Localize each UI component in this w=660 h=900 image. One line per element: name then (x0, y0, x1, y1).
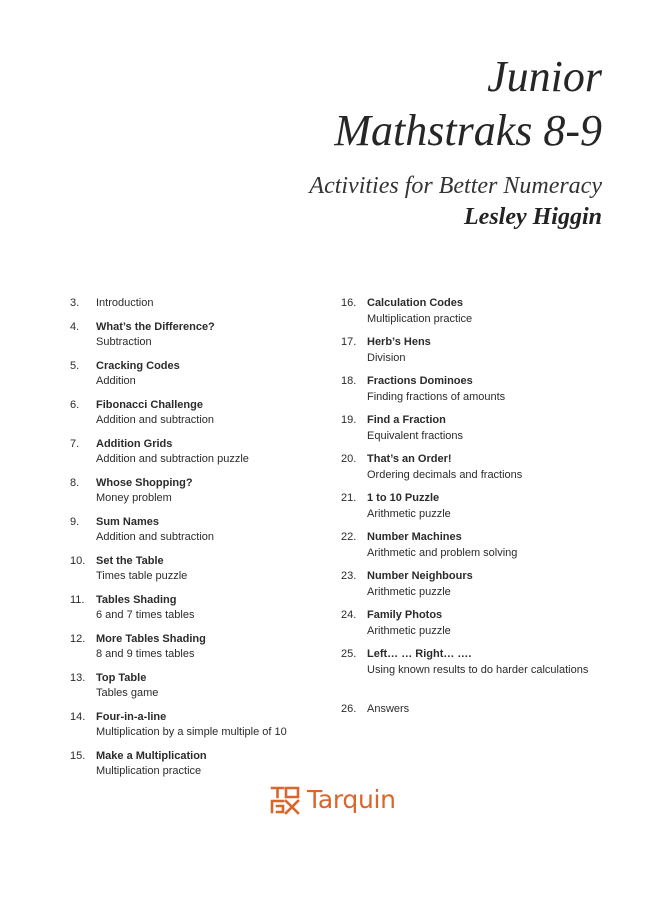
book-author: Lesley Higgin (464, 204, 602, 230)
entry-description: Multiplication by a simple multiple of 10 (96, 726, 287, 738)
entry-title: Find a Fraction (367, 414, 446, 426)
entry-page-number: 16. (341, 297, 357, 309)
book-title-line2: Mathstraks 8-9 (334, 106, 602, 155)
entry-title: Left… … Right… …. (367, 648, 472, 660)
entry-page-number: 23. (341, 570, 357, 582)
entry-description: Ordering decimals and fractions (367, 468, 523, 481)
entry-title: Family Photos (367, 609, 443, 621)
entry-description: Arithmetic and problem solving (367, 546, 518, 559)
entry-text (367, 491, 616, 522)
entry-description: Using known results to do harder calculations (367, 663, 589, 676)
entry-description: Division (367, 351, 406, 364)
entry-title: Top Table (96, 671, 147, 684)
contents-entry (70, 476, 335, 507)
entry-text (367, 647, 616, 678)
contents-entry (341, 413, 616, 444)
contents-entry (70, 671, 335, 702)
entry-text (367, 452, 616, 483)
entry-page-number: 20. (341, 453, 357, 465)
entry-title: Set the Table (96, 554, 164, 567)
entry-page-number: 12. (70, 632, 86, 645)
entry-description: Multiplication practice (96, 765, 202, 777)
entry-text (367, 335, 616, 366)
entry-page-number: 24. (341, 609, 357, 621)
entry-text (96, 671, 335, 702)
entry-description: Arithmetic puzzle (367, 585, 451, 598)
entry-description: Tables game (96, 687, 159, 699)
entry-title: Addition Grids (96, 437, 173, 450)
entry-description: Money problem (96, 492, 172, 504)
entry-description: Addition and subtraction (96, 531, 215, 543)
entry-page-number: 11. (70, 593, 85, 606)
publisher-name: Tarquin (307, 784, 396, 814)
entry-page-number: 4. (70, 320, 80, 333)
contents-entry (341, 296, 616, 327)
entry-description: Arithmetic puzzle (367, 624, 451, 637)
entry-title: Tables Shading (96, 593, 177, 606)
entry-title: Four-in-a-line (96, 710, 167, 723)
entry-text (367, 530, 616, 561)
entry-text (96, 476, 335, 507)
book-title-line1: Junior (487, 52, 602, 101)
entry-description: Arithmetic puzzle (367, 507, 451, 520)
contents-entry (70, 749, 335, 780)
entry-page-number: 3. (70, 297, 80, 309)
entry-text (96, 554, 335, 585)
entry-title: Calculation Codes (367, 297, 463, 309)
entry-description: Addition (96, 375, 136, 387)
entry-title: Fibonacci Challenge (96, 398, 203, 411)
entry-page-number: 15. (70, 749, 86, 762)
entry-description: Addition and subtraction (96, 414, 215, 426)
contents-entry (341, 491, 616, 522)
entry-page-number: 14. (70, 710, 86, 723)
contents-entry (70, 320, 335, 351)
entry-text (367, 702, 616, 718)
entry-text (96, 320, 335, 351)
entry-page-number: 9. (70, 515, 80, 528)
entry-page-number: 10. (70, 554, 86, 567)
entry-text (367, 569, 616, 600)
contents-entry (70, 632, 335, 663)
entry-page-number: 22. (341, 531, 357, 543)
entry-description: Introduction (96, 297, 154, 309)
contents-entry-answers (341, 702, 616, 718)
contents-entry (341, 608, 616, 639)
entry-title: What’s the Difference? (96, 320, 215, 333)
entry-page-number: 25. (341, 648, 357, 660)
contents-right-column (341, 296, 616, 726)
contents-entry (341, 569, 616, 600)
tarquin-logo-icon (269, 783, 301, 815)
entry-text (96, 359, 335, 390)
contents-entry (70, 710, 335, 741)
entry-page-number: 26. (341, 703, 357, 715)
entry-text (96, 710, 335, 741)
entry-title: Fractions Dominoes (367, 375, 473, 387)
entry-description: Times table puzzle (96, 570, 188, 582)
entry-page-number: 7. (70, 437, 80, 450)
contents-entry (341, 374, 616, 405)
contents-entry (341, 647, 616, 678)
entry-page-number: 6. (70, 398, 80, 411)
entry-text (367, 296, 616, 327)
entry-description: Addition and subtraction puzzle (96, 453, 249, 465)
entry-title: Whose Shopping? (96, 476, 193, 489)
entry-text (96, 593, 335, 624)
entry-text (367, 374, 616, 405)
entry-title: That’s an Order! (367, 453, 452, 465)
entry-title: Sum Names (96, 515, 159, 528)
contents-entry (341, 452, 616, 483)
entry-title: 1 to 10 Puzzle (367, 492, 440, 504)
contents-left-column (70, 296, 335, 788)
contents-entry (70, 398, 335, 429)
entry-text (96, 437, 335, 468)
entry-description: Answers (367, 703, 410, 715)
entry-page-number: 21. (341, 492, 357, 504)
entry-page-number: 8. (70, 476, 80, 489)
contents-entry (341, 530, 616, 561)
contents-entry (70, 554, 335, 585)
entry-page-number: 18. (341, 375, 357, 387)
entry-title: Herb’s Hens (367, 336, 431, 348)
entry-description: Multiplication practice (367, 312, 473, 325)
entry-description: Equivalent fractions (367, 429, 463, 442)
entry-title: Cracking Codes (96, 359, 180, 372)
entry-page-number: 19. (341, 414, 357, 426)
entry-title: Make a Multiplication (96, 749, 207, 762)
contents-entry (70, 359, 335, 390)
entry-text (367, 413, 616, 444)
entry-description: Finding fractions of amounts (367, 390, 506, 403)
entry-title: Number Machines (367, 531, 462, 543)
entry-description: Subtraction (96, 336, 152, 348)
title-block (309, 52, 602, 232)
contents-entry (70, 515, 335, 546)
contents-entry (70, 593, 335, 624)
entry-text (96, 398, 335, 429)
entry-text (96, 515, 335, 546)
entry-title: Number Neighbours (367, 570, 473, 582)
entry-text (96, 749, 335, 780)
entry-description: 8 and 9 times tables (96, 648, 195, 660)
entry-description: 6 and 7 times tables (96, 609, 195, 621)
entry-page-number: 5. (70, 359, 80, 372)
book-subtitle: Activities for Better Numeracy (309, 173, 602, 199)
contents-entry (341, 335, 616, 366)
entry-page-number: 13. (70, 671, 86, 684)
contents-entry (70, 296, 335, 312)
entry-text (367, 608, 616, 639)
entry-text (96, 632, 335, 663)
entry-page-number: 17. (341, 336, 357, 348)
entry-title: More Tables Shading (96, 632, 206, 645)
publisher-logo (269, 783, 396, 815)
entry-text (96, 296, 335, 312)
contents-entry (70, 437, 335, 468)
